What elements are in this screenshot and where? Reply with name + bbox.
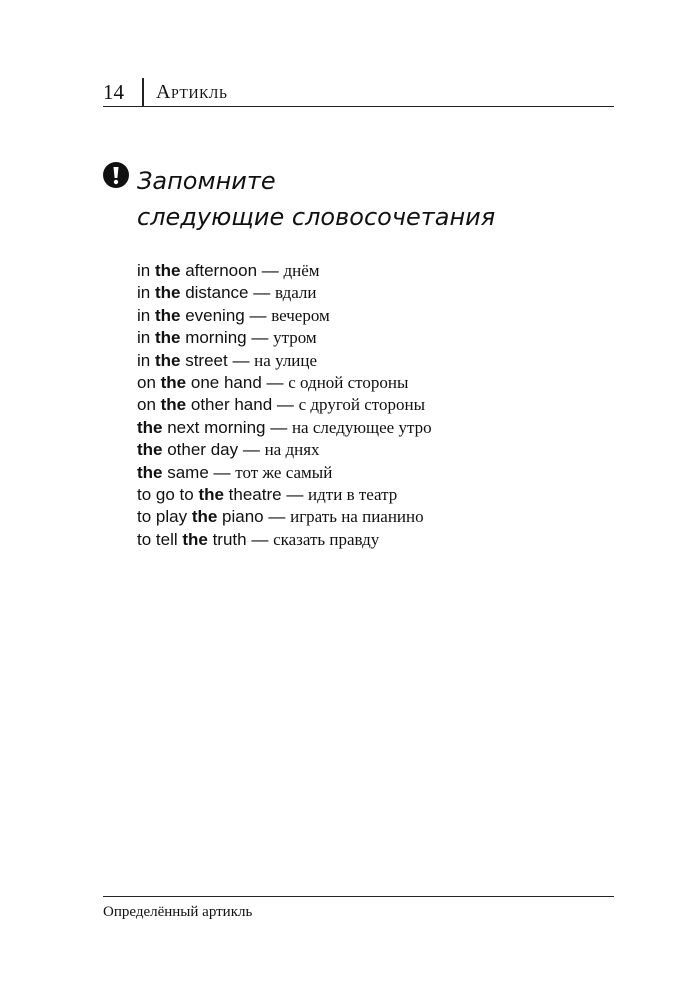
dash: — bbox=[227, 350, 255, 370]
russian-translation: играть на пианино bbox=[290, 507, 424, 527]
phrase-item bbox=[137, 394, 432, 416]
english-phrase: in the afternoon bbox=[137, 261, 258, 280]
article-the: the bbox=[137, 440, 163, 460]
article-the: the bbox=[154, 283, 181, 303]
article-the: the bbox=[137, 462, 163, 482]
russian-translation: тот же самый bbox=[235, 462, 333, 482]
phrase-item bbox=[137, 372, 432, 394]
article-the: the bbox=[154, 350, 181, 370]
dash: — bbox=[257, 261, 284, 280]
note-title-line-1: Запомните bbox=[137, 167, 276, 195]
phrase-item bbox=[137, 462, 432, 484]
english-phrase: in the morning bbox=[137, 328, 247, 348]
article-the: the bbox=[154, 328, 181, 348]
dash: — bbox=[244, 305, 272, 325]
english-phrase: in the evening bbox=[137, 305, 245, 325]
russian-translation: с одной стороны bbox=[288, 372, 409, 392]
english-phrase: on the one hand bbox=[137, 372, 262, 392]
dash: — bbox=[281, 484, 309, 504]
phrase-item bbox=[137, 439, 432, 461]
phrase-item bbox=[137, 260, 432, 282]
note-title-line-2: следующие словосочетания bbox=[137, 203, 496, 231]
dash: — bbox=[263, 507, 291, 527]
english-phrase: on the other hand bbox=[137, 395, 273, 415]
dash: — bbox=[248, 283, 275, 303]
page-number: 14 bbox=[103, 80, 124, 104]
russian-translation: вечером bbox=[271, 305, 330, 325]
phrase-list bbox=[137, 260, 432, 551]
dash: — bbox=[246, 328, 274, 348]
russian-translation: на следующее утро bbox=[291, 417, 432, 437]
article-the: the bbox=[182, 529, 208, 549]
dash: — bbox=[208, 462, 236, 482]
russian-translation: с другой стороны bbox=[298, 395, 425, 415]
header-divider bbox=[142, 78, 144, 106]
note-title bbox=[137, 163, 495, 235]
article-the: the bbox=[198, 484, 224, 504]
russian-translation: утром bbox=[273, 328, 317, 348]
exclamation-icon bbox=[103, 162, 129, 188]
english-phrase: the same bbox=[137, 462, 209, 482]
footer-section-title: Определённый артикль bbox=[103, 904, 253, 920]
article-the: the bbox=[137, 417, 163, 437]
dash: — bbox=[265, 417, 292, 437]
russian-translation: сказать правду bbox=[273, 529, 380, 549]
dash: — bbox=[238, 440, 265, 460]
dash: — bbox=[272, 395, 299, 415]
article-the: the bbox=[160, 372, 187, 392]
english-phrase: the other day bbox=[137, 440, 239, 460]
article-the: the bbox=[160, 395, 187, 415]
english-phrase: in the distance bbox=[137, 283, 249, 303]
russian-translation: на улице bbox=[254, 350, 318, 370]
dash: — bbox=[246, 529, 274, 549]
phrase-item bbox=[137, 484, 432, 506]
phrase-item bbox=[137, 506, 432, 528]
phrase-item bbox=[137, 529, 432, 551]
phrase-item bbox=[137, 282, 432, 304]
page-header bbox=[103, 78, 614, 107]
article-the: the bbox=[154, 261, 181, 280]
english-phrase: the next morning bbox=[137, 417, 266, 437]
phrase-item bbox=[137, 350, 432, 372]
footer-divider bbox=[103, 896, 614, 897]
english-phrase: to play the piano bbox=[137, 507, 264, 527]
phrase-item bbox=[137, 305, 432, 327]
english-phrase: to go to the theatre bbox=[137, 484, 282, 504]
article-the: the bbox=[191, 507, 218, 527]
english-phrase: to tell the truth bbox=[137, 529, 247, 549]
russian-translation: днём bbox=[283, 261, 320, 280]
phrase-item bbox=[137, 327, 432, 349]
russian-translation: вдали bbox=[274, 283, 317, 303]
chapter-title: Артикль bbox=[156, 81, 228, 103]
english-phrase: in the street bbox=[137, 350, 228, 370]
article-the: the bbox=[154, 305, 181, 325]
phrase-item bbox=[137, 417, 432, 439]
russian-translation: идти в театр bbox=[308, 484, 398, 504]
russian-translation: на днях bbox=[264, 440, 320, 460]
dash: — bbox=[261, 372, 289, 392]
